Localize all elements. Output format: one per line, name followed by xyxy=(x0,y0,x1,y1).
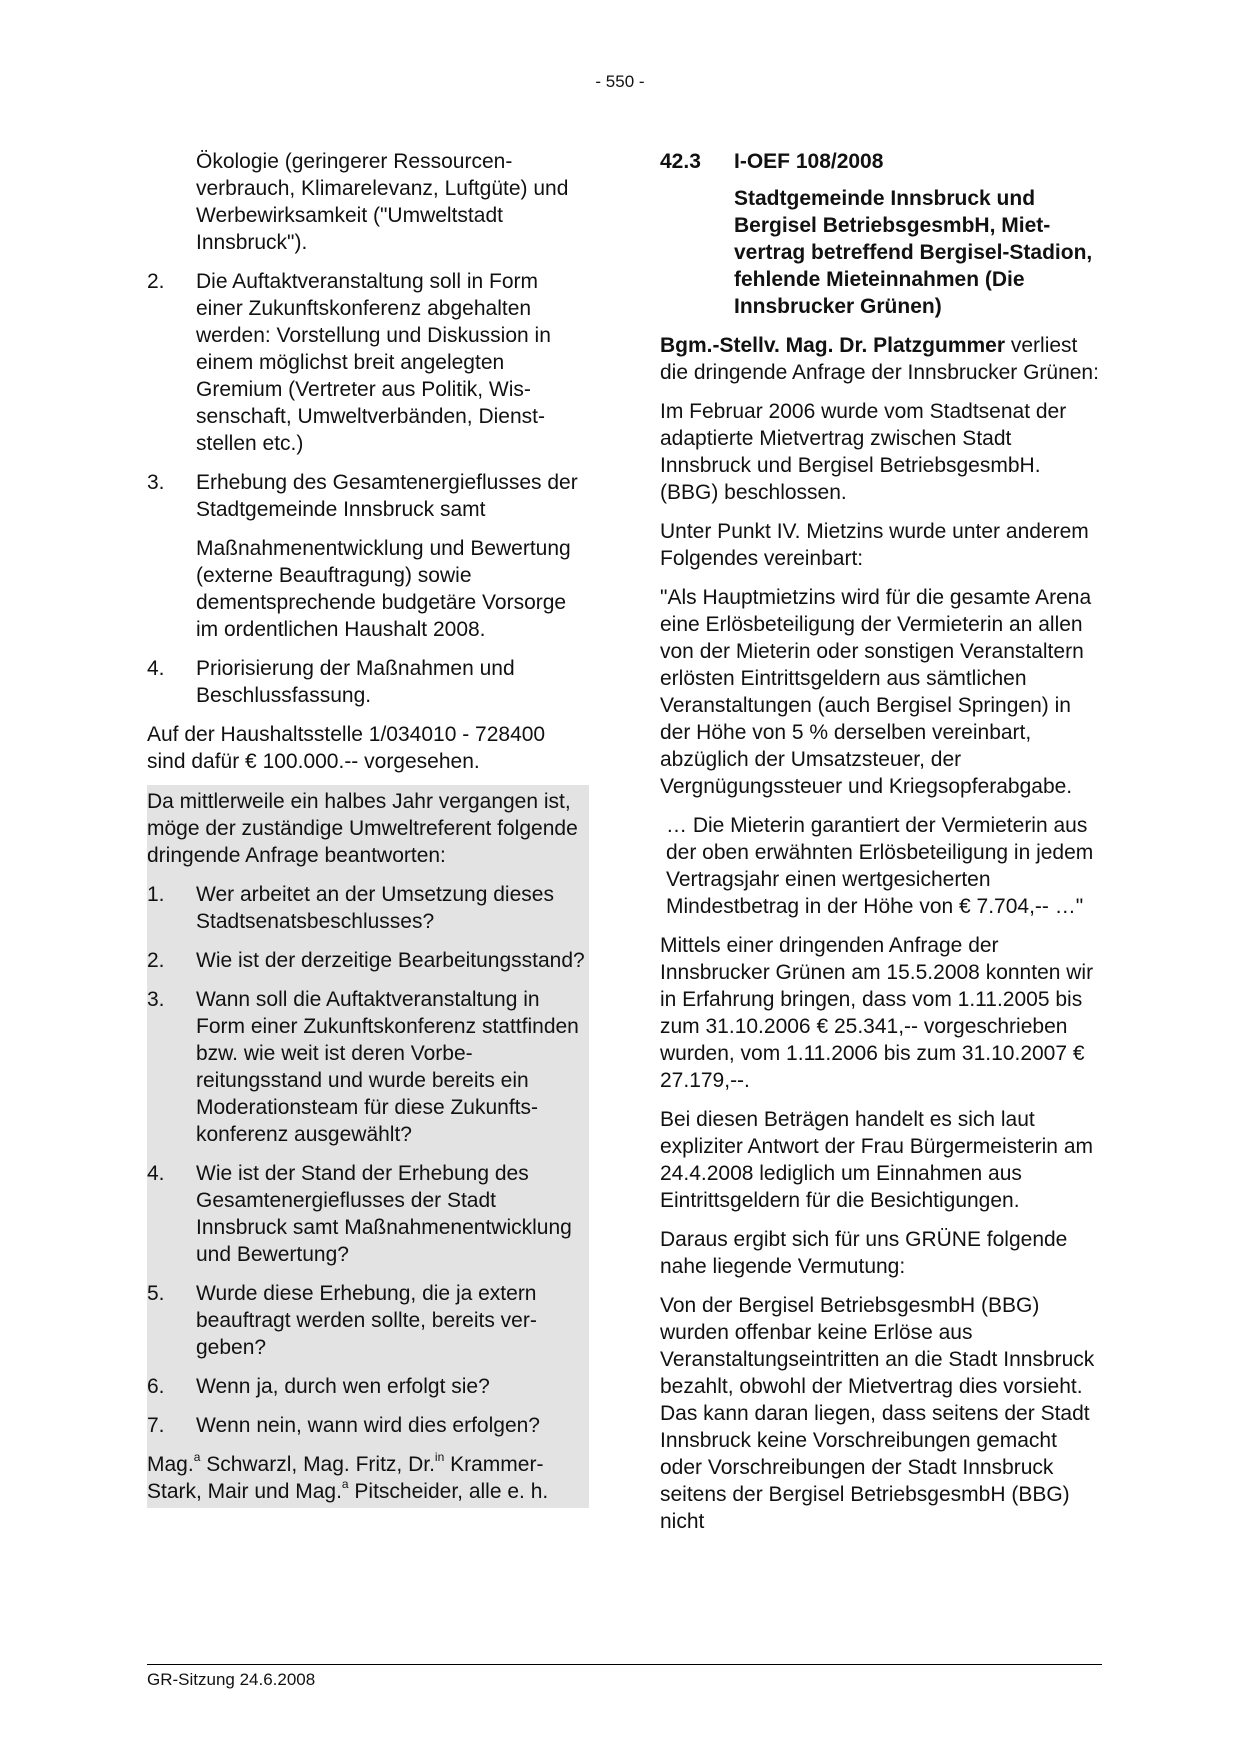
speaker-name: Bgm.-Stellv. Mag. Dr. Platzgummer xyxy=(660,334,1006,357)
list-text: Erhebung des Gesamtenergieflusses der Stadtgemeinde Innsbruck samt xyxy=(196,471,578,521)
quote-paragraph: … Die Mieterin garantiert der Vermieterin aus der oben erwähnten Erlösbeteiligung in jedem Vertragsjahr einen wertgesicherten Mindestbetrag in der Höhe von € 7.704,-- …" xyxy=(666,814,1094,918)
list-item xyxy=(147,268,589,457)
question-text: Wer arbeitet an der Umsetzung dieses Stadtsenatsbeschlusses? xyxy=(196,883,554,933)
question-item xyxy=(147,1373,589,1400)
paragraph: Von der Bergisel BetriebsgesmbH (BBG) wurden offenbar keine Erlöse aus Veranstaltungseintritten an die Stadt Innsbruck bezahlt, obwohl der Mietvertrag dies vorsieht. Das kann daran liegen, dass seitens der Stadt Innsbruck keine Vorschreibungen gemacht oder Vorschreibungen der Stadt Innsbruck seitens der Bergisel BetriebsgesmbH (BBG) nicht xyxy=(660,1294,1095,1533)
question-item xyxy=(147,1280,589,1361)
list-text: Priorisierung der Maßnahmen und Beschlussfassung. xyxy=(196,657,515,707)
list-number: 4. xyxy=(147,657,165,680)
question-number: 7. xyxy=(147,1414,165,1437)
footer-divider xyxy=(147,1664,1102,1665)
question-number: 4. xyxy=(147,1162,165,1185)
question-item xyxy=(147,986,589,1148)
list-item xyxy=(147,655,589,709)
paragraph: Mittels einer dringenden Anfrage der Innsbrucker Grünen am 15.5.2008 konnten wir in Erfahrung bringen, dass vom 1.11.2005 bis zum 31.10.2006 € 25.341,-- vorgeschrieben wurden, vom 1.11.2006 bis zum 31.10.2007 € 27.179,--. xyxy=(660,934,1094,1092)
question-number: 6. xyxy=(147,1375,165,1398)
speaker-paragraph: Bgm.-Stellv. Mag. Dr. Platzgummer verliest die dringende Anfrage der Innsbrucker Grünen: xyxy=(660,334,1099,384)
question-item xyxy=(147,1412,589,1439)
left-column xyxy=(147,148,589,1508)
question-item xyxy=(147,1160,589,1268)
list-number: 3. xyxy=(147,471,165,494)
paragraph: Im Februar 2006 wurde vom Stadtsenat der adaptierte Mietvertrag zwischen Stadt Innsbruck und Bergisel BetriebsgesmbH. (BBG) beschlossen. xyxy=(660,400,1067,504)
inquiry-box xyxy=(147,785,589,1508)
question-item xyxy=(147,947,589,974)
budget-paragraph: Auf der Haushaltsstelle 1/034010 - 728400 sind dafür € 100.000.-- vorgesehen. xyxy=(147,723,546,773)
paragraph: Bei diesen Beträgen handelt es sich laut expliziter Antwort der Frau Bürgermeisterin am 24.4.2008 lediglich um Einnahmen aus Eintrittsgeldern für die Besichtigungen. xyxy=(660,1108,1093,1212)
question-text: Wenn nein, wann wird dies erfolgen? xyxy=(196,1414,540,1437)
paragraph: Daraus ergibt sich für uns GRÜNE folgende nahe liegende Vermutung: xyxy=(660,1228,1068,1278)
right-column xyxy=(660,148,1102,1547)
question-item xyxy=(147,881,589,935)
question-number: 5. xyxy=(147,1282,165,1305)
list-item xyxy=(147,469,589,523)
question-text: Wie ist der Stand der Erhebung des Gesamtenergieflusses der Stadt Innsbruck samt Maßnahmenentwicklung und Bewertung? xyxy=(196,1162,572,1266)
inquiry-intro: Da mittlerweile ein halbes Jahr vergangen ist, möge der zuständige Umweltreferent folgende dringende Anfrage beantworten: xyxy=(147,790,578,867)
list-text: Die Auftaktveranstaltung soll in Form einer Zukunftskonferenz abgehalten werden: Vorstellung und Diskussion in einem möglichst breit angelegten Gremium (Vertreter aus Politik, Wissenschaft, Umweltverbänden, Dienststellen etc.) xyxy=(196,270,551,455)
continued-paragraph: Ökologie (geringerer Ressourcenverbrauch, Klimarelevanz, Luftgüte) und Werbewirksamkeit ("Umweltstadt Innsbruck"). xyxy=(196,150,569,254)
section-subject: Stadtgemeinde Innsbruck und Bergisel BetriebsgesmbH, Mietvertrag betreffend Bergisel-Stadion, fehlende Mieteinnahmen (Die Innsbrucker Grünen) xyxy=(734,187,1093,318)
footer-text: GR-Sitzung 24.6.2008 xyxy=(147,1670,316,1689)
question-number: 3. xyxy=(147,988,165,1011)
question-text: Wann soll die Auftaktveranstaltung in Form einer Zukunftskonferenz stattfinden bzw. wie weit ist deren Vorbereitungsstand und wurde bereits ein Moderationsteam für diese Zukunftskonferenz ausgewählt? xyxy=(196,988,579,1146)
page-number: - 550 - xyxy=(595,72,645,91)
question-number: 1. xyxy=(147,883,165,906)
paragraph: Unter Punkt IV. Mietzins wurde unter anderem Folgendes vereinbart: xyxy=(660,520,1089,570)
question-number: 2. xyxy=(147,949,165,972)
list-number: 2. xyxy=(147,270,165,293)
signers: Mag.$^a$ Schwarzl, Mag. Fritz, Dr.$^{in}$ Krammer-Stark, Mair und Mag.$^a$ Pitscheider, alle e. h. xyxy=(147,1450,549,1503)
section-heading xyxy=(660,148,1102,175)
list-continuation: Maßnahmenentwicklung und Bewertung (externe Beauftragung) sowie dementsprechende budgetäre Vorsorge im ordentlichen Haushalt 2008. xyxy=(196,537,571,641)
quote-paragraph: "Als Hauptmietzins wird für die gesamte Arena eine Erlösbeteiligung der Vermieterin an allen von der Mieterin oder sonstigen Veranstaltern erlösten Eintrittsgeldern aus sämtlichen Veranstaltungen (auch Bergisel Springen) in der Höhe von 5 % derselben vereinbart, abzüglich der Umsatzsteuer, der Vergnügungssteuer und Kriegsopferabgabe. xyxy=(660,586,1092,798)
question-text: Wenn ja, durch wen erfolgt sie? xyxy=(196,1375,490,1398)
question-text: Wie ist der derzeitige Bearbeitungsstand? xyxy=(196,949,585,972)
section-id: I-OEF 108/2008 xyxy=(734,150,884,173)
section-number: 42.3 xyxy=(660,150,701,173)
question-text: Wurde diese Erhebung, die ja extern beauftragt werden sollte, bereits vergeben? xyxy=(196,1282,537,1359)
